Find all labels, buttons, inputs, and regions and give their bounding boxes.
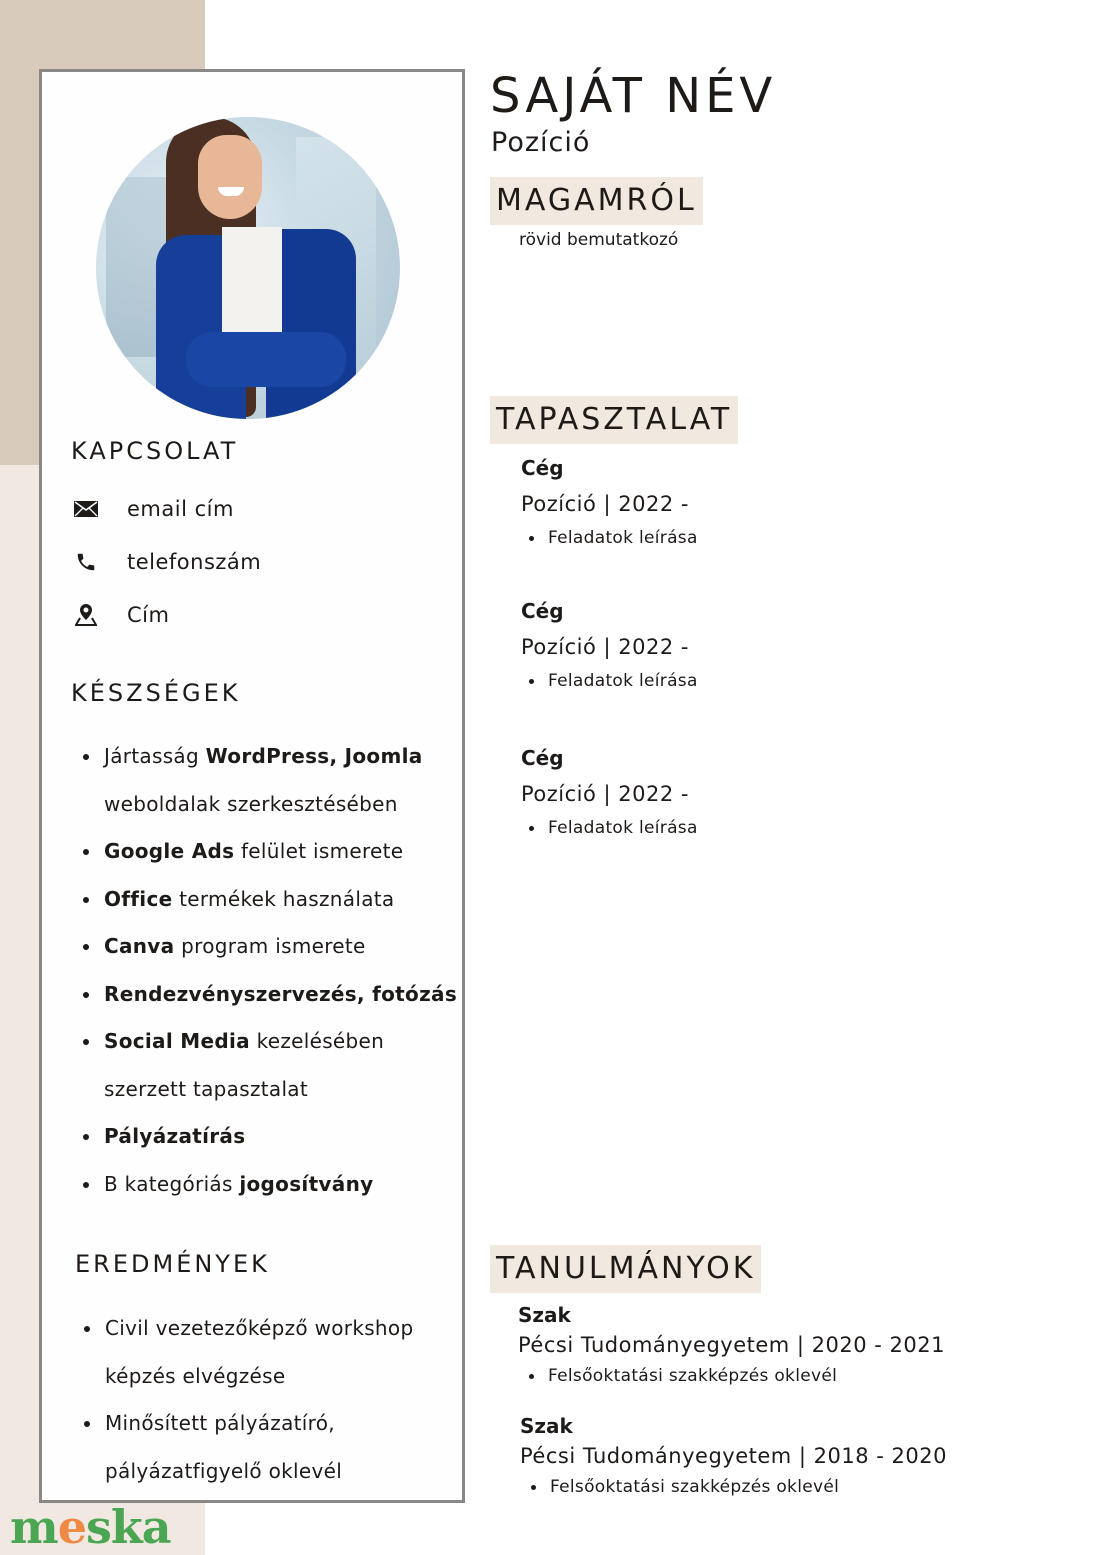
job-entry <box>521 598 698 694</box>
company-name: Cég <box>521 746 564 770</box>
results-list <box>75 1305 413 1495</box>
profile-photo <box>96 117 400 419</box>
school-dates: Pécsi Tudományegyetem | 2018 - 2020 <box>520 1444 947 1468</box>
school-dates: Pécsi Tudományegyetem | 2020 - 2021 <box>518 1333 945 1357</box>
skills-list <box>74 733 457 1208</box>
role-dates: Pozíció | 2022 - <box>521 635 689 659</box>
phone-text: telefonszám <box>127 550 262 574</box>
full-name: SAJÁT NÉV <box>490 68 777 124</box>
contact-email <box>74 497 234 521</box>
contact-address <box>74 603 169 627</box>
experience-heading: TAPASZTALAT <box>490 396 738 444</box>
skill-item: Google Ads felület ismerete <box>74 828 457 876</box>
degree-name: Szak <box>518 1303 571 1327</box>
education-entry <box>518 1302 945 1390</box>
result-item: Minősített pályázatíró, pályázatfigyelő oklevél <box>75 1400 413 1495</box>
contact-heading: KAPCSOLAT <box>71 437 239 465</box>
education-entry <box>520 1413 947 1501</box>
skill-item: Jártasság WordPress, Joomla weboldalak szerkesztésében <box>74 733 457 828</box>
skill-item: Pályázatírás <box>74 1113 457 1161</box>
company-name: Cég <box>521 599 564 623</box>
about-heading: MAGAMRÓL <box>490 177 703 225</box>
job-entry <box>521 455 698 551</box>
education-heading: TANULMÁNYOK <box>490 1245 761 1293</box>
envelope-icon <box>74 497 98 521</box>
location-pin-icon <box>74 603 98 627</box>
skill-item: Office termékek használata <box>74 876 457 924</box>
about-text: rövid bemutatkozó <box>519 230 679 250</box>
skill-item: Canva program ismerete <box>74 923 457 971</box>
company-name: Cég <box>521 456 564 480</box>
degree-name: Szak <box>520 1414 573 1438</box>
job-entry <box>521 745 698 841</box>
address-text: Cím <box>127 603 170 627</box>
skills-heading: KÉSZSÉGEK <box>71 679 241 707</box>
task-item: Feladatok leírása <box>521 668 698 694</box>
job-title: Pozíció <box>491 127 591 158</box>
skill-item: Rendezvényszervezés, fotózás <box>74 971 457 1019</box>
education-note: Felsőoktatási szakképzés oklevél <box>518 1362 945 1390</box>
meska-logo: meska <box>10 1500 171 1554</box>
email-text: email cím <box>127 497 234 521</box>
task-item: Feladatok leírása <box>521 525 698 551</box>
role-dates: Pozíció | 2022 - <box>521 492 689 516</box>
education-note: Felsőoktatási szakképzés oklevél <box>520 1473 947 1501</box>
contact-phone <box>74 550 261 574</box>
skill-item: B kategóriás jogosítvány <box>74 1161 457 1209</box>
results-heading: EREDMÉNYEK <box>75 1250 270 1278</box>
result-item: Civil vezetezőképző workshop képzés elvégzése <box>75 1305 413 1400</box>
role-dates: Pozíció | 2022 - <box>521 782 689 806</box>
skill-item: Social Media kezelésében szerzett tapasztalat <box>74 1018 457 1113</box>
phone-icon <box>74 550 98 574</box>
task-item: Feladatok leírása <box>521 815 698 841</box>
